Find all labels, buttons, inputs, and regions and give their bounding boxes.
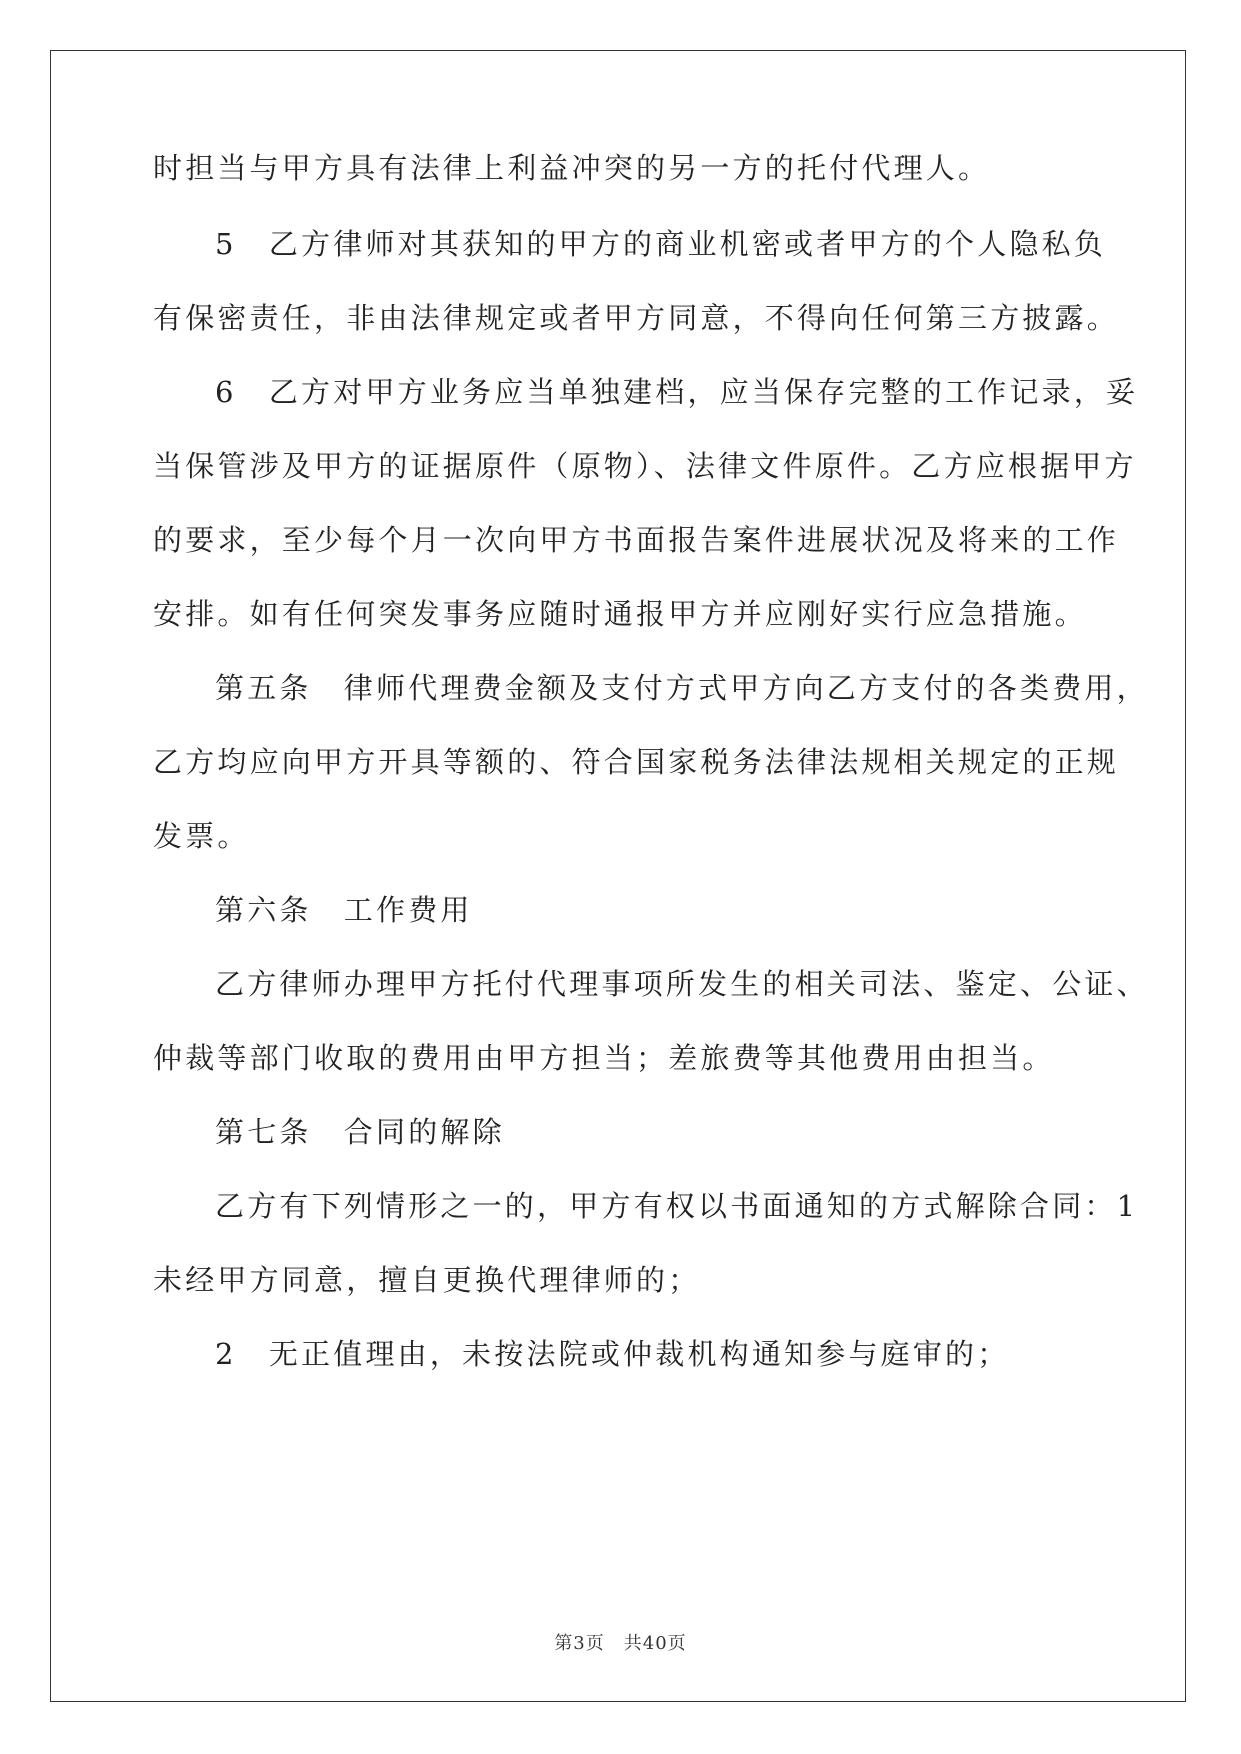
text-line: 乙方有下列情形之一的，甲方有权以书面通知的方式解除合同：1 — [215, 1189, 1139, 1223]
text-line: 发票。 — [153, 819, 250, 853]
text-line: 乙方律师办理甲方托付代理事项所发生的相关司法、鉴定、公证、 — [215, 967, 1149, 1001]
text-line: 安排。如有任何突发事务应随时通报甲方并应刚好实行应急措施。 — [153, 597, 1087, 631]
text-line: 仲裁等部门收取的费用由甲方担当；差旅费等其他费用由担当。 — [153, 1041, 1055, 1075]
text-line: 第五条 律师代理费金额及支付方式甲方向乙方支付的各类费用， — [215, 671, 1149, 705]
text-line: 2 无正值理由，未按法院或仲裁机构通知参与庭审的； — [215, 1337, 1010, 1371]
text-line: 时担当与甲方具有法律上利益冲突的另一方的托付代理人。 — [153, 151, 991, 185]
page-number-label: 第3页 共40页 — [554, 1633, 687, 1654]
text-line: 的要求，至少每个月一次向甲方书面报告案件进展状况及将来的工作 — [153, 523, 1120, 557]
text-line: 6 乙方对甲方业务应当单独建档，应当保存完整的工作记录，妥 — [215, 375, 1139, 409]
text-line: 当保管涉及甲方的证据原件（原物）、法律文件原件。乙方应根据甲方 — [153, 449, 1137, 483]
text-line: 乙方均应向甲方开具等额的、符合国家税务法律法规相关规定的正规 — [153, 745, 1120, 779]
text-line: 未经甲方同意，擅自更换代理律师的； — [153, 1263, 701, 1297]
section-heading: 第七条 合同的解除 — [215, 1115, 505, 1149]
text-line: 有保密责任，非由法律规定或者甲方同意，不得向任何第三方披露。 — [153, 301, 1120, 335]
text-line: 5 乙方律师对其获知的甲方的商业机密或者甲方的个人隐私负 — [215, 227, 1107, 261]
section-heading: 第六条 工作费用 — [215, 893, 473, 927]
page-footer — [0, 1632, 1241, 1656]
